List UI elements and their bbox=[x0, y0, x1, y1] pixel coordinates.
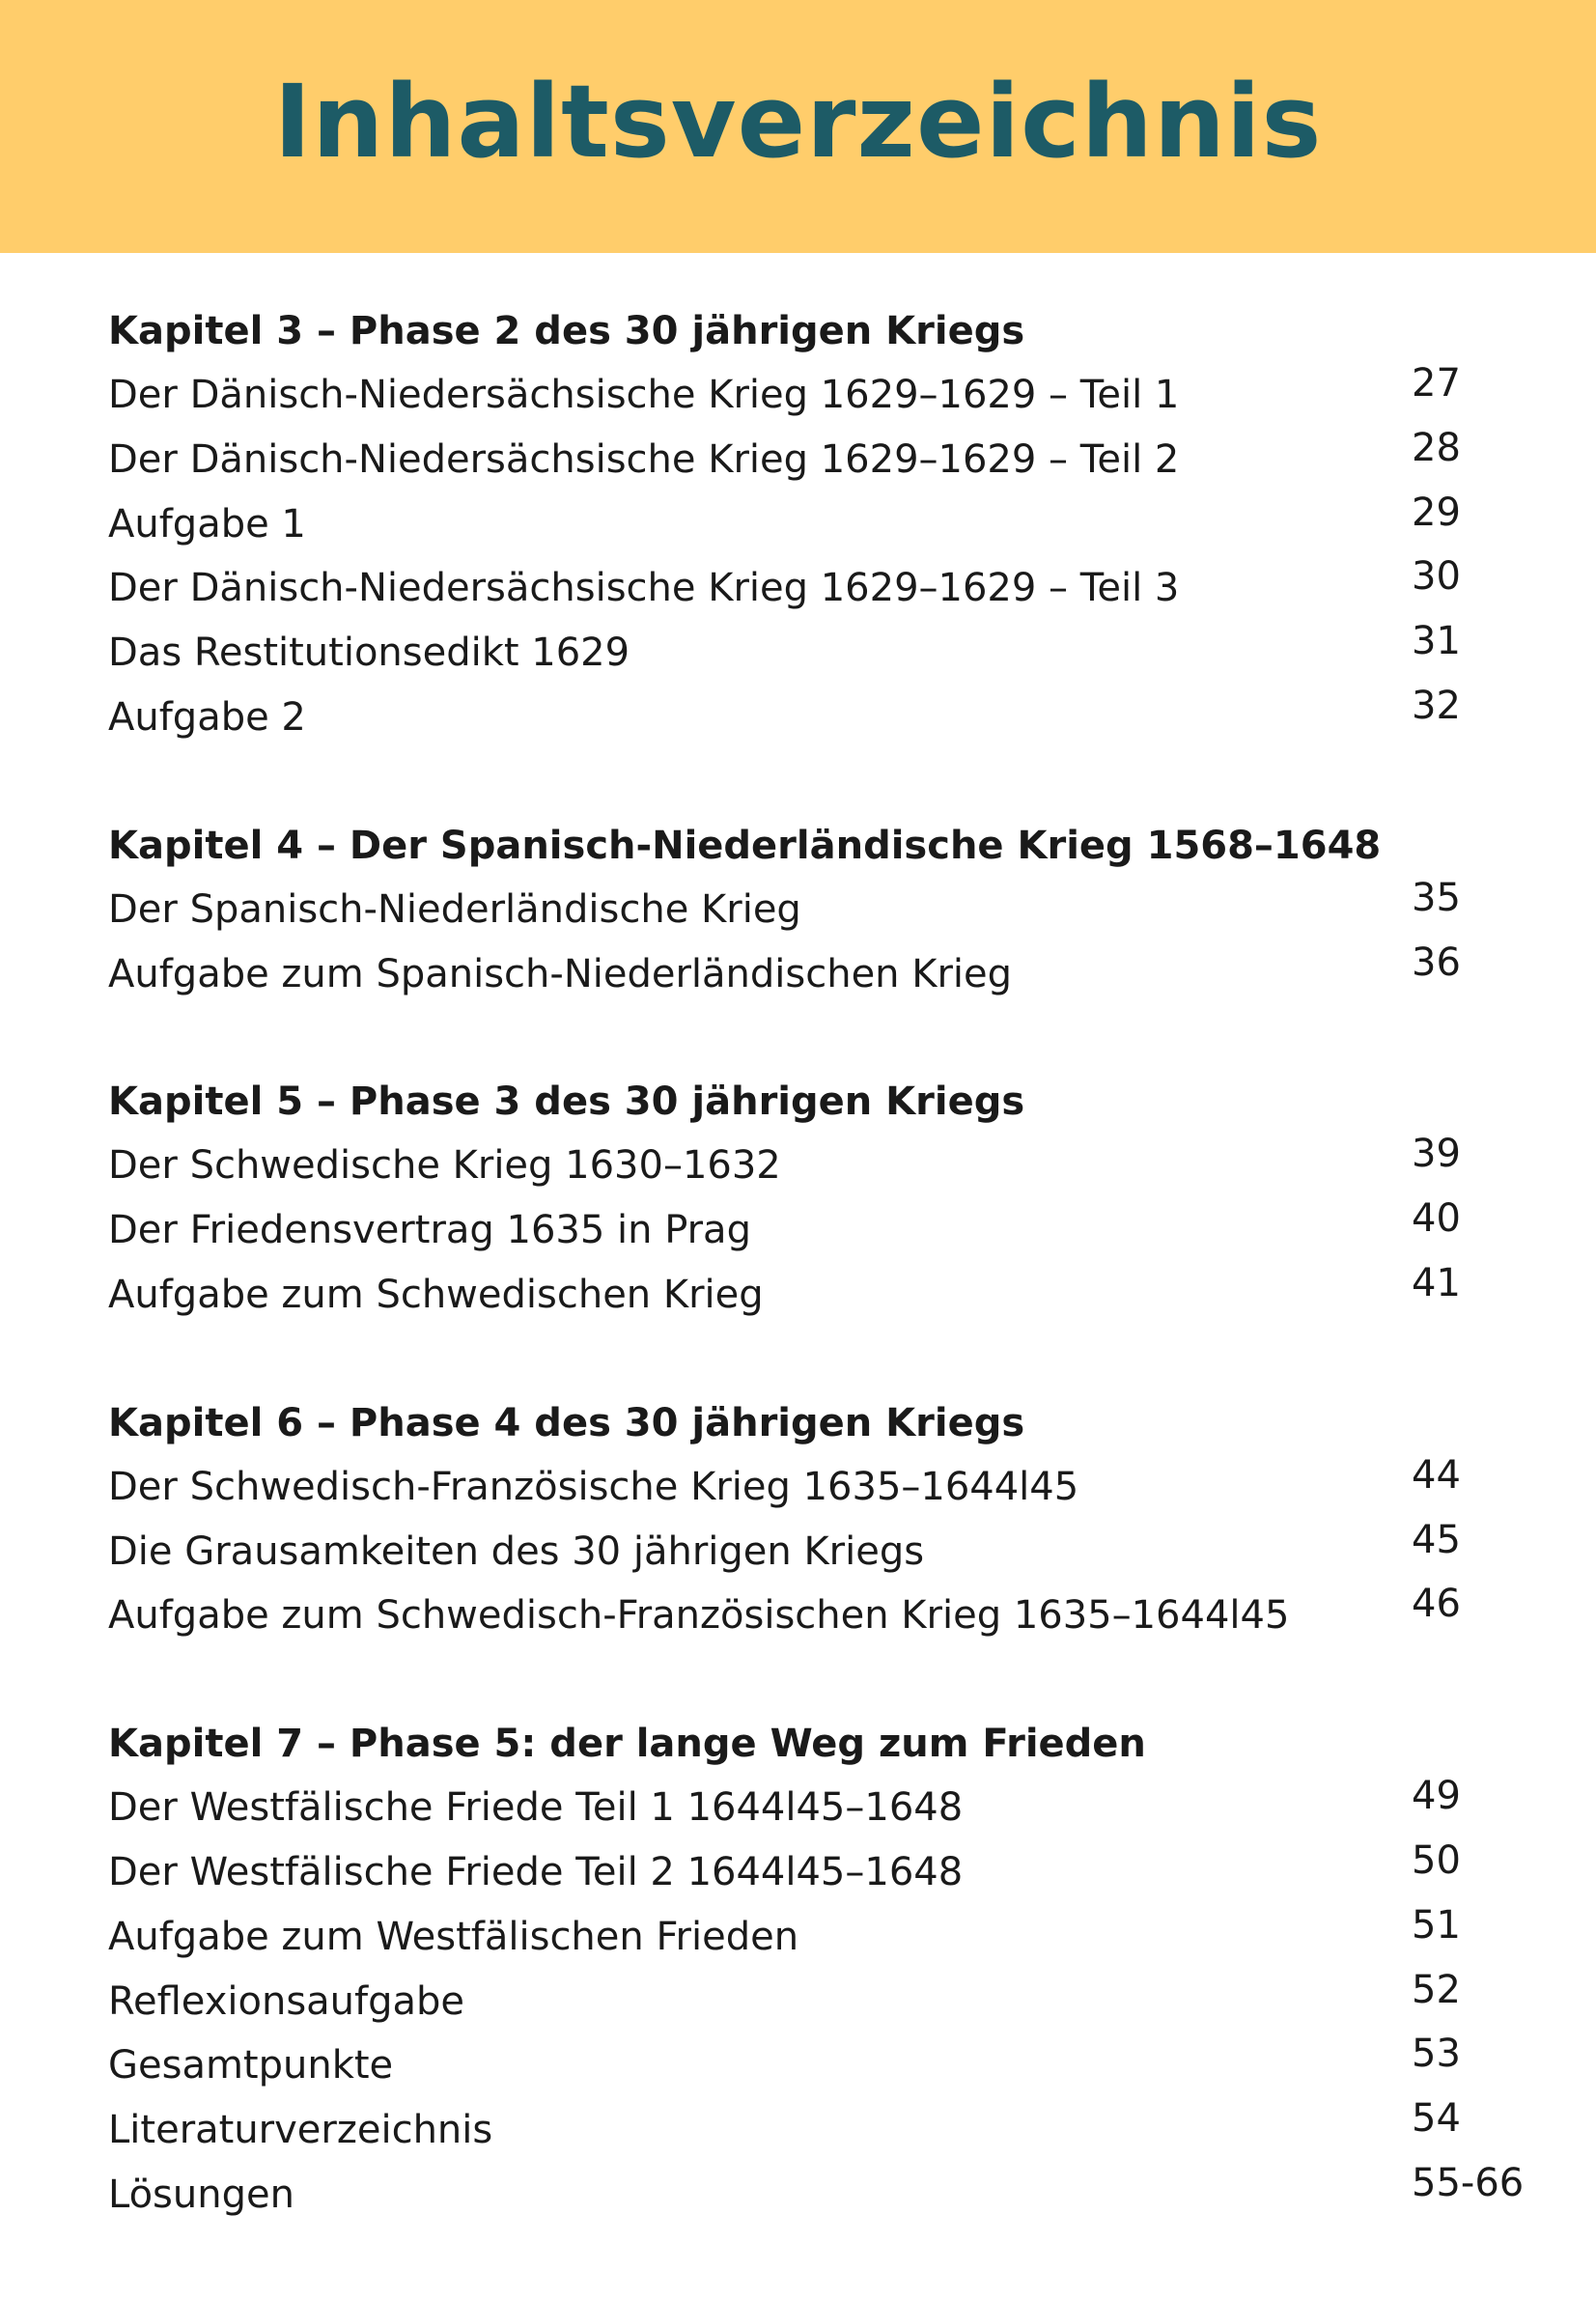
toc-entry-label: Der Spanisch-Niederländische Krieg bbox=[108, 886, 801, 932]
chapter-title: Kapitel 5 – Phase 3 des 30 jährigen Kriegs bbox=[108, 1079, 1025, 1125]
toc-entry bbox=[108, 1774, 1527, 1848]
toc-entry bbox=[108, 490, 1527, 565]
toc-entry-page-number: 53 bbox=[1412, 2032, 1461, 2077]
toc-entry-page-number: 49 bbox=[1412, 1774, 1461, 1819]
toc-entry-page-number: 29 bbox=[1412, 490, 1461, 535]
toc-entry bbox=[108, 2032, 1527, 2106]
toc-entry-page-number: 41 bbox=[1412, 1260, 1461, 1305]
chapter-section bbox=[108, 822, 1527, 1015]
toc-entry bbox=[108, 2160, 1527, 2235]
page-title: Inhaltsverzeichnis bbox=[273, 63, 1323, 181]
toc-entry-page-number: 51 bbox=[1412, 1902, 1461, 1948]
toc-entry bbox=[108, 2096, 1527, 2171]
chapter-section bbox=[108, 1720, 1527, 2235]
chapter-section bbox=[108, 1078, 1527, 1334]
toc-entry-page-number: 39 bbox=[1412, 1132, 1461, 1177]
toc-entry-page-number: 54 bbox=[1412, 2096, 1461, 2142]
toc-entry bbox=[108, 1902, 1527, 1977]
toc-entry-page-number: 31 bbox=[1412, 619, 1461, 664]
toc-entry bbox=[108, 1967, 1527, 2042]
toc-entry-label: Aufgabe zum Schwedischen Krieg bbox=[108, 1272, 764, 1317]
table-of-contents bbox=[108, 307, 1527, 2299]
chapter-title: Kapitel 3 – Phase 2 des 30 jährigen Kriegs bbox=[108, 309, 1025, 353]
toc-entry bbox=[108, 939, 1527, 1015]
toc-entry-page-number: 27 bbox=[1412, 361, 1461, 406]
toc-entry-label: Aufgabe zum Schwedisch-Französischen Krieg 1635–1644l45 bbox=[108, 1593, 1290, 1639]
chapter-title: Kapitel 4 – Der Spanisch-Niederländische Krieg 1568–1648 bbox=[108, 823, 1382, 868]
toc-entry-page-number: 46 bbox=[1412, 1582, 1461, 1627]
toc-entry-label: Aufgabe 1 bbox=[108, 501, 306, 547]
toc-entry-label: Die Grausamkeiten des 30 jährigen Kriegs bbox=[108, 1528, 925, 1574]
toc-entry-page-number: 50 bbox=[1412, 1837, 1461, 1883]
toc-entry-label: Gesamtpunkte bbox=[108, 2043, 394, 2089]
toc-entry bbox=[108, 1582, 1527, 1656]
chapter-title: Kapitel 7 – Phase 5: der lange Weg zum Frieden bbox=[108, 1722, 1146, 1767]
toc-entry-label: Der Schwedische Krieg 1630–1632 bbox=[108, 1143, 781, 1189]
toc-entry bbox=[108, 619, 1527, 693]
toc-entry-label: Der Dänisch-Niedersächsische Krieg 1629–1629 – Teil 2 bbox=[108, 436, 1180, 482]
toc-entry bbox=[108, 1452, 1527, 1528]
toc-entry-page-number: 30 bbox=[1412, 554, 1461, 600]
toc-entry-label: Der Schwedisch-Französische Krieg 1635–1644l45 bbox=[108, 1464, 1079, 1509]
toc-entry-label: Lösungen bbox=[108, 2172, 294, 2217]
toc-entry bbox=[108, 1260, 1527, 1335]
toc-entry-label: Aufgabe zum Spanisch-Niederländischen Krieg bbox=[108, 951, 1013, 996]
toc-entry-label: Literaturverzeichnis bbox=[108, 2108, 493, 2153]
toc-entry bbox=[108, 683, 1527, 758]
toc-entry bbox=[108, 361, 1527, 435]
toc-entry-page-number: 55-66 bbox=[1412, 2160, 1525, 2205]
toc-entry bbox=[108, 1837, 1527, 1913]
toc-entry-label: Der Friedensvertrag 1635 in Prag bbox=[108, 1208, 751, 1253]
toc-entry bbox=[108, 554, 1527, 629]
toc-entry-label: Aufgabe 2 bbox=[108, 694, 306, 740]
header-banner bbox=[0, 0, 1596, 253]
chapter-title: Kapitel 6 – Phase 4 des 30 jährigen Kriegs bbox=[108, 1400, 1025, 1445]
toc-entry-label: Der Dänisch-Niedersächsische Krieg 1629–1629 – Teil 1 bbox=[108, 373, 1180, 417]
toc-entry-page-number: 40 bbox=[1412, 1196, 1461, 1242]
toc-entry-label: Aufgabe zum Westfälischen Frieden bbox=[108, 1914, 799, 1959]
toc-entry-label: Das Restitutionsedikt 1629 bbox=[108, 631, 630, 676]
toc-entry-page-number: 44 bbox=[1412, 1452, 1461, 1498]
toc-entry-label: Der Westfälische Friede Teil 1 1644l45–1648 bbox=[108, 1785, 964, 1831]
toc-entry bbox=[108, 425, 1527, 500]
toc-entry bbox=[108, 875, 1527, 950]
toc-entry bbox=[108, 1132, 1527, 1206]
toc-entry bbox=[108, 1517, 1527, 1592]
toc-entry-page-number: 45 bbox=[1412, 1517, 1461, 1562]
toc-entry-label: Der Westfälische Friede Teil 2 1644l45–1648 bbox=[108, 1849, 964, 1894]
toc-entry-page-number: 32 bbox=[1412, 683, 1461, 728]
toc-entry-label: Reflexionsaufgabe bbox=[108, 1978, 465, 2024]
toc-entry-page-number: 52 bbox=[1412, 1967, 1461, 2012]
toc-entry-page-number: 36 bbox=[1412, 939, 1461, 985]
chapter-section bbox=[108, 307, 1527, 758]
chapter-section bbox=[108, 1399, 1527, 1656]
toc-entry-page-number: 35 bbox=[1412, 875, 1461, 920]
toc-entry bbox=[108, 1196, 1527, 1271]
toc-entry-label: Der Dänisch-Niedersächsische Krieg 1629–1629 – Teil 3 bbox=[108, 566, 1180, 611]
toc-entry-page-number: 28 bbox=[1412, 425, 1461, 470]
